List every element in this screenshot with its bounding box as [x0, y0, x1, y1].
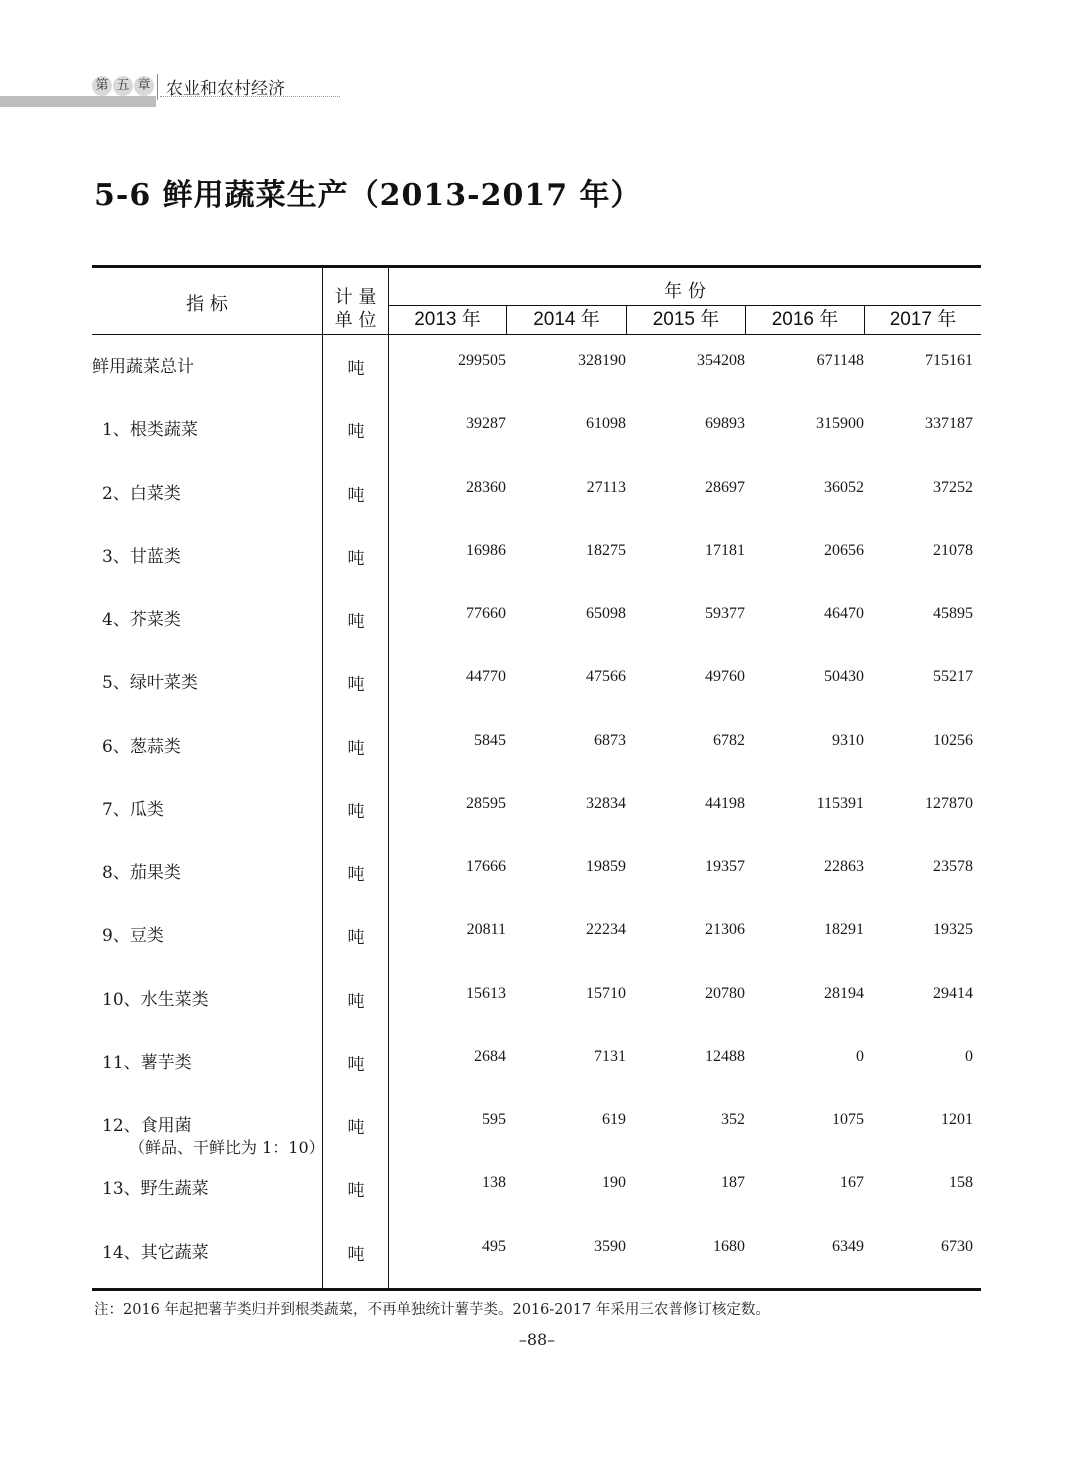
table-row	[92, 668, 981, 698]
row-value: 2684	[474, 1048, 506, 1065]
row-value: 19325	[933, 921, 973, 938]
chapter-char: 章	[134, 76, 154, 96]
row-value: 44198	[705, 795, 745, 812]
row-value: 6782	[713, 732, 745, 749]
row-value: 17181	[705, 542, 745, 559]
row-value: 46470	[824, 605, 864, 622]
row-label: 9、豆类	[102, 926, 164, 946]
row-value: 19859	[586, 858, 626, 875]
row-unit: 吨	[347, 1055, 365, 1075]
row-value: 7131	[594, 1048, 626, 1065]
table-row	[92, 1111, 981, 1157]
table-bottom-rule	[92, 1288, 981, 1291]
row-value: 44770	[466, 668, 506, 685]
row-value: 158	[949, 1174, 973, 1191]
row-value: 50430	[824, 668, 864, 685]
row-unit: 吨	[347, 865, 365, 885]
row-value: 619	[602, 1111, 626, 1128]
row-value: 22863	[824, 858, 864, 875]
chapter-dotted-rule	[160, 96, 340, 97]
row-value: 315900	[816, 415, 864, 432]
row-value: 299505	[458, 352, 506, 369]
row-value: 715161	[925, 352, 973, 369]
row-value: 45895	[933, 605, 973, 622]
header-indicator: 指 标	[186, 294, 228, 315]
row-unit: 吨	[347, 928, 365, 948]
table-row	[92, 1048, 981, 1078]
row-value: 167	[840, 1174, 864, 1191]
table-row	[92, 542, 981, 572]
chapter-title: 农业和农村经济	[166, 79, 285, 99]
table-note: 注：2016 年起把薯芋类归并到根类蔬菜，不再单独统计薯芋类。2016-2017 年采用三农普修订核定数。	[94, 1302, 770, 1318]
row-value: 187	[721, 1174, 745, 1191]
row-value: 28194	[824, 985, 864, 1002]
row-value: 16986	[466, 542, 506, 559]
row-value: 69893	[705, 415, 745, 432]
row-label: 7、瓜类	[102, 800, 164, 820]
table-row	[92, 415, 981, 445]
row-value: 138	[482, 1174, 506, 1191]
row-unit: 吨	[347, 1118, 365, 1138]
row-unit: 吨	[347, 422, 365, 442]
row-value: 20780	[705, 985, 745, 1002]
row-value: 1075	[832, 1111, 864, 1128]
row-value: 495	[482, 1238, 506, 1255]
table-row	[92, 605, 981, 635]
row-value: 28595	[466, 795, 506, 812]
chapter-badge	[92, 74, 154, 98]
row-value: 49760	[705, 668, 745, 685]
row-unit: 吨	[347, 675, 365, 695]
row-label: 13、野生蔬菜	[102, 1179, 209, 1199]
chapter-char: 第	[92, 76, 112, 96]
row-value: 0	[856, 1048, 864, 1065]
row-label: 5、绿叶菜类	[102, 673, 198, 693]
row-label: 8、茄果类	[102, 863, 181, 883]
row-value: 6730	[941, 1238, 973, 1255]
row-value: 65098	[586, 605, 626, 622]
row-value: 337187	[925, 415, 973, 432]
row-value: 190	[602, 1174, 626, 1191]
row-label: 12、食用菌	[102, 1116, 192, 1136]
row-value: 354208	[697, 352, 745, 369]
row-value: 23578	[933, 858, 973, 875]
row-unit: 吨	[347, 359, 365, 379]
table-row	[92, 1238, 981, 1268]
row-value: 595	[482, 1111, 506, 1128]
table-row	[92, 732, 981, 762]
row-value: 9310	[832, 732, 864, 749]
row-value: 32834	[586, 795, 626, 812]
row-value: 37252	[933, 479, 973, 496]
row-value: 59377	[705, 605, 745, 622]
row-value: 6873	[594, 732, 626, 749]
row-value: 17666	[466, 858, 506, 875]
year-header: 2015 年	[652, 309, 720, 330]
page-number: –88–	[518, 1330, 556, 1349]
row-value: 55217	[933, 668, 973, 685]
row-value: 0	[965, 1048, 973, 1065]
row-value: 21078	[933, 542, 973, 559]
row-label: 14、其它蔬菜	[102, 1243, 209, 1263]
row-value: 61098	[586, 415, 626, 432]
row-value: 3590	[594, 1238, 626, 1255]
row-value: 28360	[466, 479, 506, 496]
row-unit: 吨	[347, 612, 365, 632]
row-unit: 吨	[347, 1245, 365, 1265]
table-top-rule	[92, 265, 981, 268]
row-value: 15710	[586, 985, 626, 1002]
page-title: 5-6 鲜用蔬菜生产（2013-2017 年）	[94, 178, 642, 213]
row-sublabel: （鲜品、干鲜比为 1：10）	[129, 1138, 325, 1157]
row-value: 6349	[832, 1238, 864, 1255]
table-row	[92, 352, 981, 382]
chapter-char: 五	[113, 76, 133, 96]
row-value: 22234	[586, 921, 626, 938]
row-unit: 吨	[347, 802, 365, 822]
table-row	[92, 858, 981, 888]
row-label: 11、薯芋类	[102, 1053, 192, 1073]
table-row	[92, 985, 981, 1015]
row-value: 18291	[824, 921, 864, 938]
row-value: 5845	[474, 732, 506, 749]
row-value: 28697	[705, 479, 745, 496]
row-label: 6、葱蒜类	[102, 737, 181, 757]
row-value: 12488	[705, 1048, 745, 1065]
row-value: 352	[721, 1111, 745, 1128]
row-unit: 吨	[347, 549, 365, 569]
row-value: 27113	[586, 479, 626, 496]
row-value: 21306	[705, 921, 745, 938]
row-value: 36052	[824, 479, 864, 496]
row-value: 328190	[578, 352, 626, 369]
row-value: 10256	[933, 732, 973, 749]
row-unit: 吨	[347, 992, 365, 1012]
row-label: 4、芥菜类	[102, 610, 181, 630]
row-value: 20811	[466, 921, 506, 938]
header-year-group: 年 份	[664, 281, 706, 302]
row-value: 127870	[925, 795, 973, 812]
header-unit-line1: 计 量	[334, 287, 377, 308]
row-label: 1、根类蔬菜	[102, 420, 198, 440]
table-row	[92, 795, 981, 825]
row-value: 19357	[705, 858, 745, 875]
row-unit: 吨	[347, 486, 365, 506]
header-unit-line2: 单 位	[334, 310, 377, 331]
year-header: 2016 年	[771, 309, 839, 330]
year-group-rule	[389, 305, 981, 306]
year-header: 2017 年	[889, 309, 957, 330]
row-label: 10、水生菜类	[102, 990, 209, 1010]
row-value: 47566	[586, 668, 626, 685]
chapter-separator	[157, 74, 158, 100]
row-value: 671148	[816, 352, 864, 369]
row-value: 115391	[816, 795, 864, 812]
row-value: 1680	[713, 1238, 745, 1255]
row-label: 3、甘蓝类	[102, 547, 181, 567]
row-unit: 吨	[347, 1181, 365, 1201]
table-row	[92, 921, 981, 951]
row-value: 77660	[466, 605, 506, 622]
row-unit: 吨	[347, 739, 365, 759]
table-row	[92, 479, 981, 509]
row-value: 15613	[466, 985, 506, 1002]
row-label: 鲜用蔬菜总计	[92, 357, 194, 377]
year-header: 2013 年	[414, 309, 481, 330]
row-value: 18275	[586, 542, 626, 559]
row-value: 20656	[824, 542, 864, 559]
year-header: 2014 年	[533, 309, 600, 330]
row-value: 1201	[941, 1111, 973, 1128]
row-label: 2、白菜类	[102, 484, 181, 504]
table-header-rule	[92, 334, 981, 335]
table-row	[92, 1174, 981, 1204]
row-value: 29414	[933, 985, 973, 1002]
row-value: 39287	[466, 415, 506, 432]
